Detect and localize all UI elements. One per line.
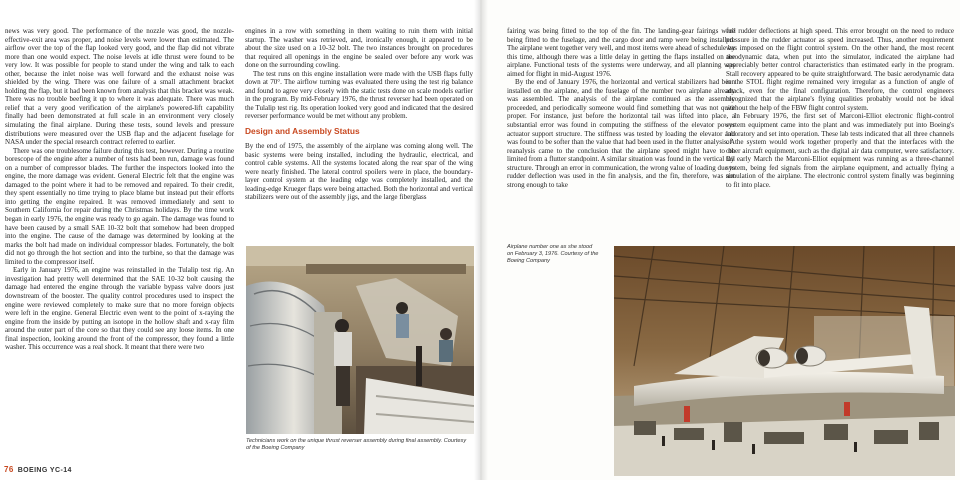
right-page (480, 0, 960, 480)
left-column-1 (5, 27, 234, 463)
book-gutter (474, 0, 488, 480)
section-heading: Design and Assembly Status (245, 126, 360, 137)
paragraph: By the end of 1975, the assembly of the airplane was coming along well. The basic systems were being installed, including the hydraulic, electrical, and control cable systems. All the systems located along the rear spar of the wing were nearly finished. The lateral control spoilers were in place, the boundary-layer control system at the leading edge was completely installed, and the leading-edge Krueger flaps were being attached. Both the horizontal and vertical stabilizers were out of the assembly jigs, and the large fiberglass (245, 142, 473, 202)
paragraph: fairing was being fitted to the top of the fin. The landing-gear fairings were being fitted to the fuselage, and the cargo door and ramp were being installed. The airplane went together very well, and most items were ahead of schedule by this time, although there was a little delay in getting the flaps installed on the airplane. Functional tests of the systems were underway, and all planning was aimed for flight in mid-August 1976. (507, 27, 735, 78)
photo-caption: Technicians work on the unique thrust reverser assembly during final assembly. Courtesy of the Boeing Company (246, 438, 467, 451)
paragraph: full rudder deflections at high speed. This error brought on the need to reduce pressure in the rudder actuator as speed increased. Thus, another requirement was imposed on the flight control system. On the other hand, the most recent aerodynamic data, when put into the simulator, indicated the airplane had appreciably better control characteristics than estimated early in the program. Stall recovery appeared to be quite straightforward. The basic aerodynamic data in the STOL flight regime remained very irregular as a function of angle of attack, even for the final configuration. Therefore, the control engineers recognized that the airplane's flying qualities probably would not be ideal without the help of the FBW flight control system. (726, 27, 954, 112)
page-folio (4, 465, 72, 474)
paragraph: Early in January 1976, an engine was reinstalled in the Tulalip test rig. An investigation had pretty well determined that the SAE 10-32 bolt causing the damage had entered the engine through the variable bypass valve doors just downstream of the booster. The quality control procedures used to inspect the engine were reviewed completely to make sure that no more foreign objects were left in the engine. General Electric even went to the point of x-raying the engine from the inside by putting an isotope in the hollow shaft and x-ray film around the outer part of the core so that they could see any loose items. In one final inspection, looking around the front of the compressor, they found a little washer. This occurrence was a real shock. It meant that there were two (5, 266, 234, 352)
paragraph: There was one troublesome failure during this test, however. During a routine borescope of the engine after a number of tests had been run, damage was found on a number of compressor blades. The further the inspectors looked into the engine, the more damage was evident. General Electric felt that the engine was damaged to the point where it had to be removed and repaired. To their credit, they spent essentially no time trying to place blame but instead put their efforts into getting the engine repaired. It was removed immediately and sent to Southern California for repair during the Christmas holidays. By the time work began in early 1976, the engine was ready to go again. The damage was found to have been caused by a small SAE 10-32 bolt that somehow had been dropped into the engine. The cause of the damage was determined by looking at the marks the bolt had made on individual compressor blades. Fortunately, the bolt did not go through the hot section and into the turbine, so that the damage was limited to the compressor itself. (5, 146, 234, 266)
right-column-1 (507, 27, 735, 239)
right-column-2 (726, 27, 954, 239)
airplane-hangar-photo (614, 246, 955, 476)
photo-caption: Airplane number one as she stood on February 3, 1976. Courtesy of the Boeing Company (507, 244, 599, 264)
paragraph: news was very good. The performance of the nozzle was good, the nozzle-effective-exit area was proper, and noise levels were lower than estimated. The airflow over the top of the flap looked very good, and the flap did not vibrate more than one would expect. The noise levels at idle thrust were found to be very low. It was possible for people to stand under the wing and talk to each other, because the inlet noise was well forward and the exhaust noise was shielded by the wing. There was one failure of a small attachment bracket holding the flap, but it had been known from analysis that this bracket was weak. There was no trouble beefing it up to where it was adequate. There was much relief that a very good verification of the airplane's powered-lift capability finally had been demonstrated at full scale in an environment very closely simulating the final airplane. During these tests, sound levels and pressure distributions were measured over the USB flap and the adjacent fuselage for NASA under the special research contract referred to earlier. (5, 27, 234, 147)
paragraph: engines in a row with something in them waiting to ruin them with initial startup. The washer was retrieved, and, ironically enough, it appeared to be about the size used on a 10-32 bolt. The two instances brought on procedures that required all openings in the engine be sealed over before any work was done on the surrounding cowling. (245, 27, 473, 70)
left-column-2 (245, 27, 473, 243)
paragraph: In February 1976, the first set of Marconi-Elliot electronic flight-control system equipment came into the plant and was immediately put into Boeing's laboratory and set into operation. These lab tests indicated that all three channels of the system would work together properly and that the interfaces with the other aircraft equipment, such as the digital air data computer, were satisfactory. By early March the Marconi-Elliot equipment was running as a three-channel system, being fed signals from the airplane equipment, and actually flying a simulation of the airplane. The electronic control system finally was beginning to fit into place. (726, 112, 954, 189)
thrust-reverser-photo (246, 246, 474, 434)
running-title: BOEING YC-14 (17, 467, 72, 474)
paragraph: By the end of January 1976, the horizontal and vertical stabilizers had been installed on the airplane, and the fuselage of the number two airplane already was assembled. The analysis of the airplane continued as the assembly proceeded, and periodically someone would find something that was not quite proper. For instance, just before the horizontal tail was lifted into place, a substantial error was found in computing the stiffness of the elevator power actuator support structure. The stiffness was tested by loading the elevator and was found to be softer than the value that had been used in the flutter analysis. A reanalysis came to the conclusion that the airplane speed might have to be limited from a flutter standpoint. A similar situation was found in the vertical tail structure. Through an error in communication, the wrong value of loading due to rudder deflection was used in the fin analysis, and the fin, therefore, was not strong enough to take (507, 78, 735, 189)
paragraph: The test runs on this engine installation were made with the USB flaps fully down at 70°. The airflow turning was evaluated there using the test rig balance and found to agree very closely with the static tests done on scale models earlier in the program. By mid-February 1976, the thrust reverser had been operated on the Tulalip test rig. Its operation looked very good and indicated that the desired reverser performance would be met without any problem. (245, 69, 473, 121)
page-number: 76 (4, 465, 14, 474)
